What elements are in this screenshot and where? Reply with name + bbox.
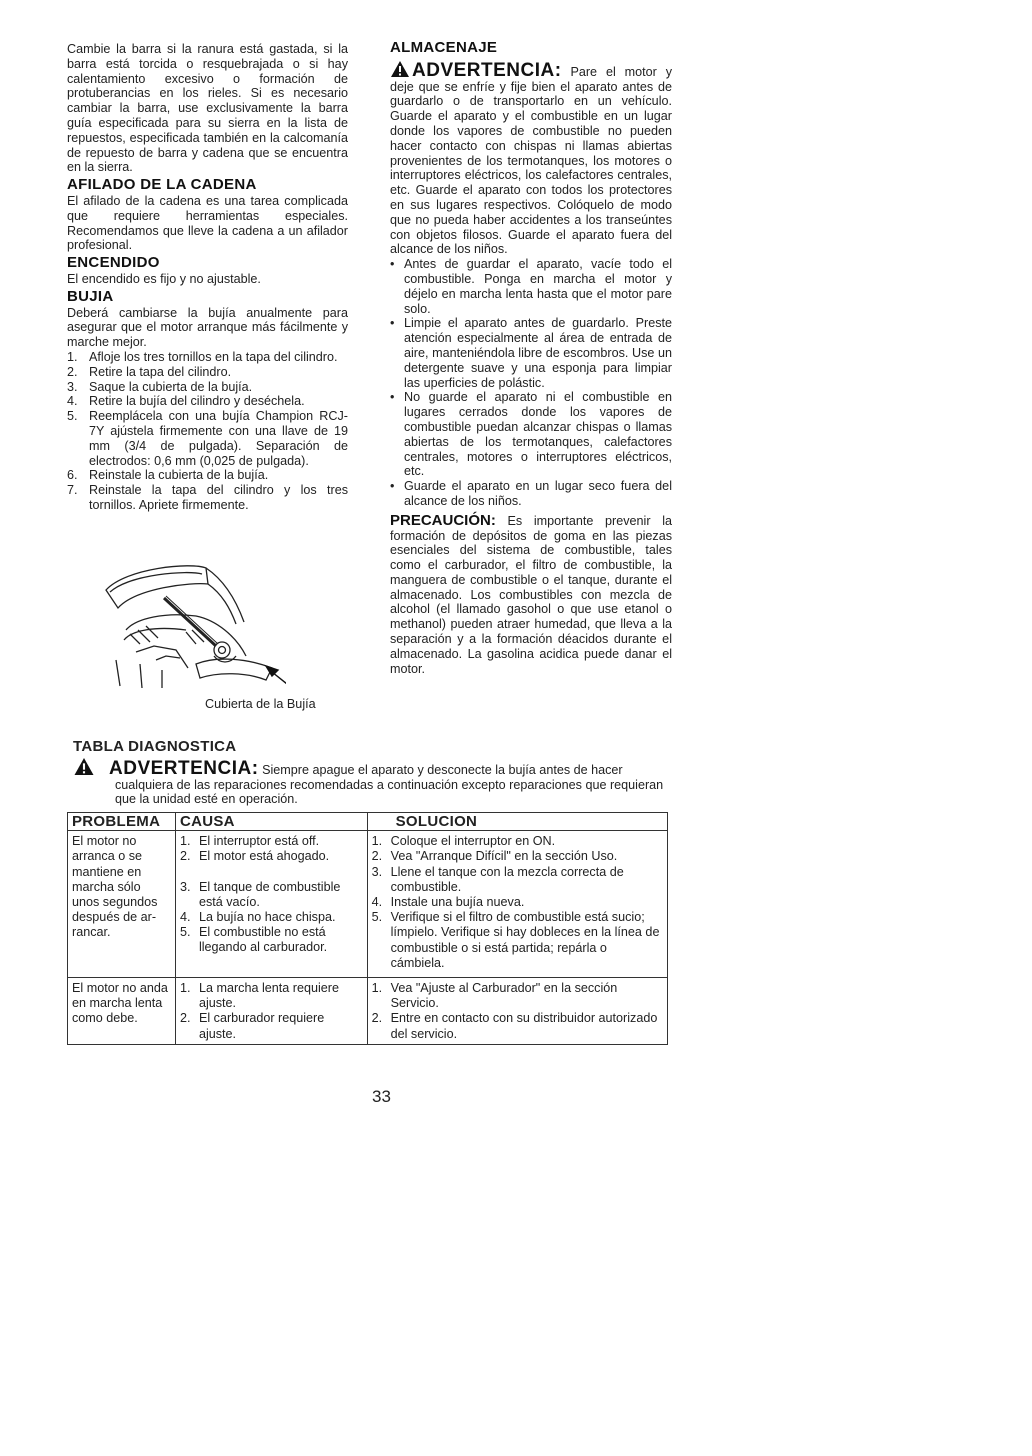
solution-item: 4. Instale una bujía nueva. (371, 895, 525, 910)
cause-item: 4. La bujía no hace chispa. (179, 910, 336, 925)
precaution-title: PRECAUCIÓN: (390, 511, 496, 529)
almacenaje-heading: ALMACENAJE (390, 39, 498, 56)
figure-caption: Cubierta de la Bujía (205, 697, 316, 711)
header-causa: CAUSA (175, 813, 367, 831)
table-header-row (68, 813, 668, 831)
left-column (67, 42, 348, 513)
storage-warning-text: Pare el motor y deje que se enfríe y fije bien el aparato antes de guardarlo o de transportarlo en un vehículo. Guarde el aparato y el combustible en un lugar donde los vapores de combustible no pueden hacer contacto con chispas ni llamas abiertas provenientes de los termotanques, los motores o interruptores eléctricos, los calefactores centrales, etc. Guarde el aparato con todos los protectores en sus lugares respectivos. Colóquelo de modo que no pueda haber accidentes a los transeúntes con objetos filosos. Guarde el aparato fuera del alcance de los niños. (390, 64, 673, 257)
header-solucion: SOLUCION (367, 813, 667, 831)
storage-warning-title: ADVERTENCIA: (412, 59, 562, 81)
solution-item: 1. Coloque el interruptor en ON. (371, 834, 556, 849)
afilado-heading: AFILADO DE LA CADENA (67, 176, 257, 194)
cause-item: 2. El carburador requiere ajuste. (179, 1011, 325, 1041)
bullet-item: • Limpie el aparato antes de guardarlo. Preste atención especialmente al área de entrada de aire, manteniéndola libre de escombros. Use un detergente suave y una esponja para limpiar las uperficies de polástic. (390, 316, 672, 390)
warning-triangle-icon (73, 757, 95, 776)
cause-cell (175, 831, 367, 978)
encendido-heading: ENCENDIDO (67, 254, 160, 272)
solution-item: 2. Entre en contacto con su distribuidor autorizado del servicio. (371, 1011, 658, 1041)
problem-cell: El motor no anda en marcha lenta como debe. (68, 978, 176, 1045)
problem-cell: El motor no arranca o se mantiene en marcha sólo unos segundos después de ar- rancar. (68, 831, 176, 978)
diagnostic-warning-title: ADVERTENCIA: (109, 758, 259, 779)
step-item: 2. Retire la tapa del cilindro. (67, 364, 232, 379)
diagnostic-warning-line: Siempre apague el aparato y desconecte la bujía antes de hacer (262, 763, 623, 777)
table-row (68, 831, 668, 978)
step-item: 4. Retire la bujía del cilindro y deséchela. (67, 394, 305, 409)
solution-item: 3. Llene el tanque con la mezcla correcta de combustible. (371, 864, 624, 894)
diagnostic-warning-rest: cualquiera de las reparaciones recomendadas a continuación excepto reparaciones que requieran que la unidad esté en operación. (115, 777, 664, 806)
solution-item: 2. Vea "Arranque Difícil" en la sección Uso. (371, 849, 618, 864)
storage-bullets (390, 257, 672, 509)
header-problema: PROBLEMA (68, 813, 176, 831)
diagnostic-table-title: TABLA DIAGNOSTICA (73, 738, 237, 755)
solution-cell (367, 978, 667, 1045)
solution-item: 5. Verifique si el filtro de combustible está sucio; límpielo. Verifique si hay dobleces en la línea de combustible o si está partida; repárla o cámbiela. (371, 910, 660, 970)
warning-triangle-icon (390, 60, 410, 78)
spark-plug-steps (67, 350, 348, 513)
cause-item: 2. El motor está ahogado. (179, 849, 330, 864)
bujia-paragraph: Deberá cambiarse la bujía anualmente para asegurar que el motor arranque más fácilmente y marche mejor. (67, 305, 348, 350)
cause-item: 1. El interruptor está off. (179, 834, 320, 849)
bar-replacement-paragraph: Cambie la barra si la ranura está gastada, si la barra está torcida o resquebrajada o si hay calentamiento excesivo o formación de protuberancias en los rieles. Si es necesario cambiar la barra, use exclusivamente la barra guía especificada para su sierra en la lista de repuestos, especificada también en la calcomanía de repuesto de barra y cadena que se encuentra en la sierra. (67, 42, 348, 175)
right-column (390, 39, 673, 676)
bullet-item: • Antes de guardar el aparato, vacíe todo el combustible. Ponga en marcha el motor y déjelo en marcha lenta hasta que el motor pare solo. (390, 257, 672, 316)
precaution-text: Es importante prevenir la formación de depósitos de goma en las piezas esenciales del sistema de combustible, tales como el carburador, el filtro de combustible, la manguera de combustible o el tanque, durante el almacenado. Los combustibles con mezcla de alcohol (el llamado gasohol o que use etanol o methanol) pueden atraer humedad, que lleva a la separación y a la formación déacidos durante el almacenado. La gasolina acidica puede danar el motor. (390, 513, 673, 676)
step-item: 7. Reinstale la tapa del cilindro y los tres tornillos. Apriete firmemente. (67, 483, 348, 512)
step-item: 3. Saque la cubierta de la bujía. (67, 379, 253, 394)
step-item: 5. Reemplácela con una bujía Champion RCJ-7Y ajústela firmemente con una llave de 19 mm (3/4 de pulgada). Separación de electrodos: 0,6 mm (0,025 de pulgada). (67, 409, 348, 468)
afilado-paragraph: El afilado de la cadena es una tarea complicada que requiere herramientas especiales. Recomendamos que lleve la cadena a un afilador profesional. (67, 193, 348, 253)
solution-cell (367, 831, 667, 978)
bullet-item: • No guarde el aparato ni el combustible en lugares cerrados donde los vapores de combustible puedan alcanzar chispas o llamas abiertas de los termotanques, calefactores centrales, motores o interruptores eléctricos, etc. (390, 390, 672, 479)
step-item: 6. Reinstale la cubierta de la bujía. (67, 468, 269, 483)
diagnostic-table (67, 812, 668, 1045)
cause-item: 5. El combustible no está llegando al carburador. (179, 925, 328, 955)
page-number: 33 (372, 1087, 391, 1106)
precaution-paragraph (390, 511, 673, 677)
encendido-paragraph: El encendido es fijo y no ajustable. (67, 271, 261, 286)
table-row (68, 978, 668, 1045)
bujia-heading: BUJIA (67, 287, 114, 305)
cause-item: 3. El tanque de combustible está vacío. (179, 879, 341, 909)
step-item: 1. Afloje los tres tornillos en la tapa del cilindro. (67, 349, 338, 364)
cause-item: 1. La marcha lenta requiere ajuste. (179, 981, 339, 1011)
diagnostic-warning (73, 757, 673, 807)
solution-item: 1. Vea "Ajuste al Carburador" en la sección Servicio. (371, 981, 618, 1011)
spark-plug-cover-illustration (96, 560, 286, 690)
storage-warning-paragraph (390, 60, 672, 257)
cause-cell (175, 978, 367, 1045)
bullet-item: • Guarde el aparato en un lugar seco fuera del alcance de los niños. (390, 479, 672, 508)
